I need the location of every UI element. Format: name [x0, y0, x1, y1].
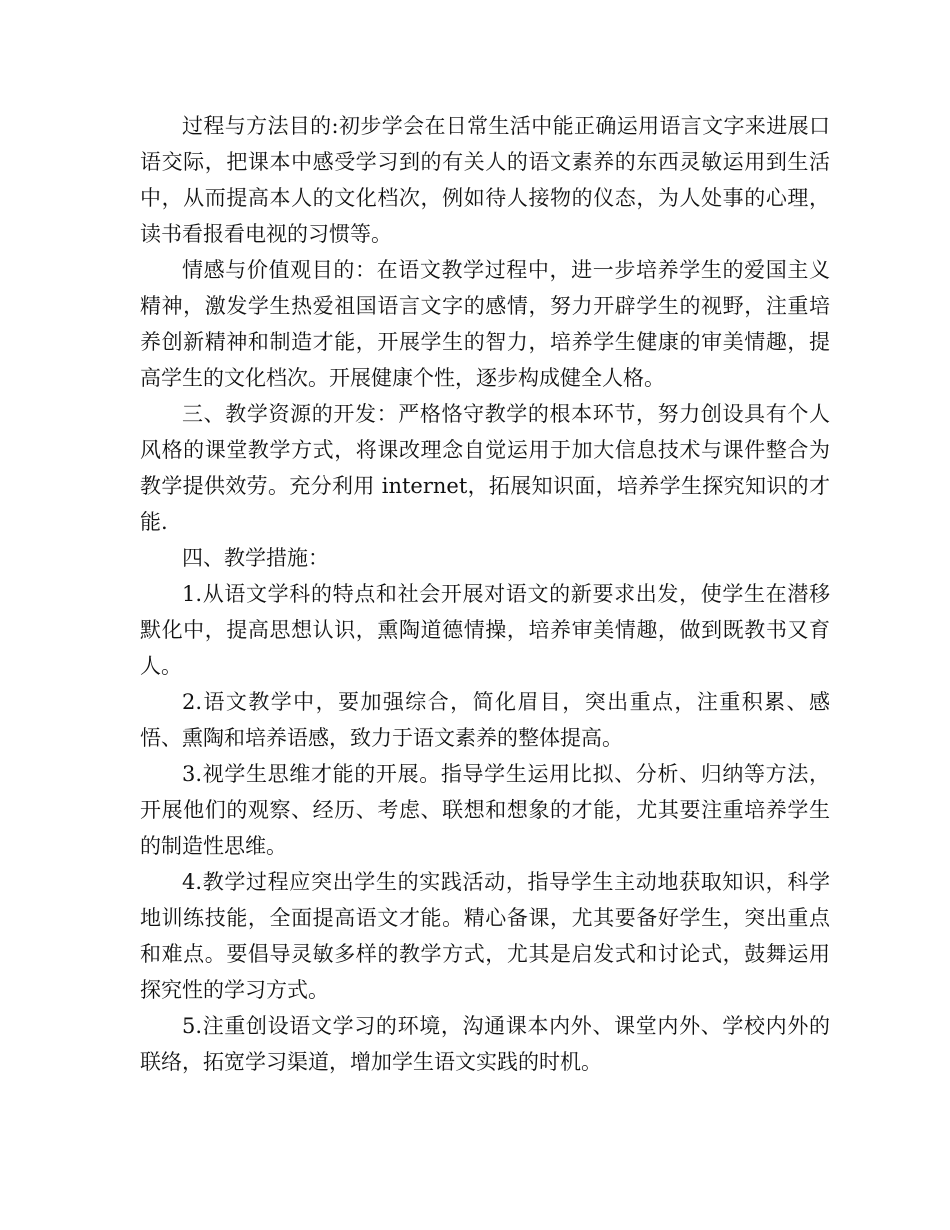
list-item-measure-1: 1.从语文学科的特点和社会开展对语文的新要求出发，使学生在潜移默化中，提高思想认识，熏陶道德情操，培养审美情趣，做到既教书又育人。	[140, 582, 830, 678]
paragraph-emotion-value-goal: 情感与价值观目的：在语文教学过程中，进一步培养学生的爱国主义精神，激发学生热爱祖国语言文字的感情，努力开辟学生的视野，注重培养创新精神和制造才能，开展学生的智力，培养学生健康的审美情趣，提高学生的文化档次。开展健康个性，逐步构成健全人格。	[140, 258, 830, 390]
list-item-measure-5: 5.注重创设语文学习的环境，沟通课本内外、课堂内外、学校内外的联络，拓宽学习渠道，增加学生语文实践的时机。	[140, 1014, 830, 1074]
list-item-measure-3: 3.视学生思维才能的开展。指导学生运用比拟、分析、归纳等方法，开展他们的观察、经历、考虑、联想和想象的才能，尤其要注重培养学生的制造性思维。	[140, 762, 830, 858]
paragraph-teaching-resources: 三、教学资源的开发：严格恪守教学的根本环节，努力创设具有个人风格的课堂教学方式，将课改理念自觉运用于加大信息技术与课件整合为教学提供效劳。充分利用 internet，拓展知识面，培养学生探究知识的才能.	[140, 402, 830, 534]
section-heading-teaching-measures: 四、教学措施：	[182, 546, 329, 570]
document-page	[140, 108, 830, 1080]
list-item-measure-2: 2.语文教学中，要加强综合，简化眉目，突出重点，注重积累、感悟、熏陶和培养语感，致力于语文素养的整体提高。	[140, 690, 830, 750]
list-item-measure-4: 4.教学过程应突出学生的实践活动，指导学生主动地获取知识，科学地训练技能，全面提高语文才能。精心备课，尤其要备好学生，突出重点和难点。要倡导灵敏多样的教学方式，尤其是启发式和讨论式，鼓舞运用探究性的学习方式。	[140, 870, 830, 1002]
paragraph-process-method-goal: 过程与方法目的:初步学会在日常生活中能正确运用语言文字来进展口语交际，把课本中感受学习到的有关人的语文素养的东西灵敏运用到生活中，从而提高本人的文化档次，例如待人接物的仪态，为人处事的心理，读书看报看电视的习惯等。	[140, 114, 830, 246]
